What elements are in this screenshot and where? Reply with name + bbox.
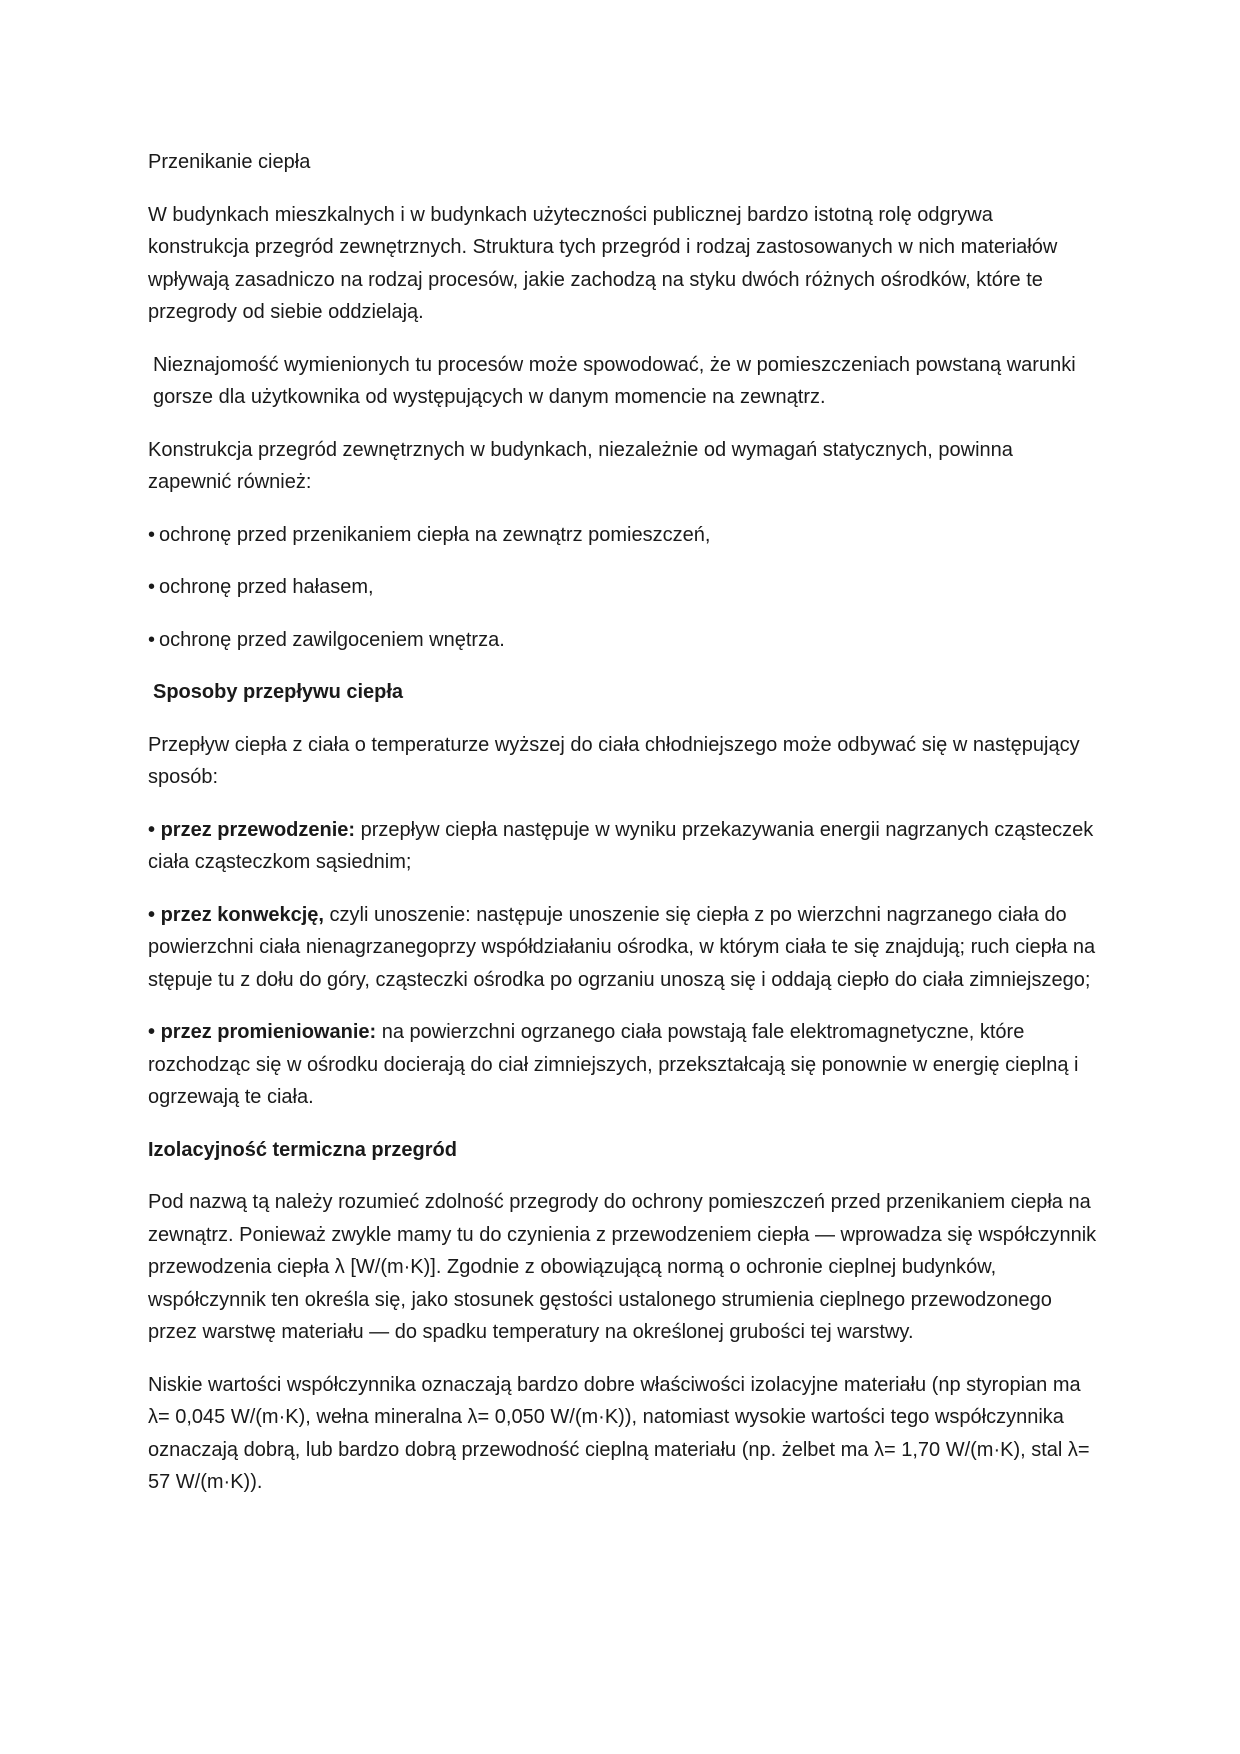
list-item — [148, 519, 1098, 552]
bullet-icon: • — [148, 818, 156, 841]
list-item-text: ochronę przed hałasem, — [159, 576, 374, 598]
bullet-icon: • — [148, 523, 156, 546]
paragraph-intro: W budynkach mieszkalnych i w budynkach użyteczności publicznej bardzo istotną rolę odgrywa konstrukcja przegród zewnętrznych. Struktura tych przegród i rodzaj zastosowanych w nich materiałów wpływają zasadniczo na rodzaj procesów, jakie zachodzą na styku dwóch różnych ośrodków, które te przegrody od siebie oddzielają. — [148, 203, 1058, 323]
paragraph-insulation-values: Niskie wartości współczynnika oznaczają bardzo dobre właściwości izolacyjne materiału (np styropian ma λ= 0,045 W/(m·K), wełna mineralna λ= 0,050 W/(m·K)), natomiast wysokie wartości tego współczynnika oznaczają dobrą, lub bardzo dobrą przewodność cieplną materiału (np. żelbet ma λ= 1,70 W/(m·K), stal λ= 57 W/(m·K)). — [148, 1373, 1090, 1493]
mode-term: przez promieniowanie: — [160, 1021, 377, 1043]
document-title: Przenikanie ciepła — [148, 151, 311, 173]
section-heading-heat-flow: Sposoby przepływu ciepła — [153, 681, 404, 703]
paragraph-requirements: Konstrukcja przegród zewnętrznych w budynkach, niezależnie od wymagań statycznych, powinna zapewnić również: — [148, 438, 1013, 493]
document-page — [148, 146, 1098, 1519]
list-item-text: ochronę przed przenikaniem ciepła na zewnątrz pomieszczeń, — [159, 523, 711, 546]
bullet-icon: • — [148, 1021, 156, 1043]
list-item — [148, 1016, 1098, 1114]
list-item-text: ochronę przed zawilgoceniem wnętrza. — [159, 628, 505, 651]
mode-description: na powierzchni ogrzanego ciała powstają fale elektromagnetyczne, które rozchodząc się w ośrodku docierają do ciał zimniejszych, przekształcają się ponownie w energię cieplną i ogrzewają te ciała. — [148, 1021, 1079, 1108]
mode-description: czyli unoszenie: następuje unoszenie się ciepła z po wierzchni nagrzanego ciała do powierzchni ciała nienagrzanegoprzy współdziałaniu ośrodka, w którym ciała te się znajdują; ruch ciepła na stępuje tu z dołu do góry, cząsteczki ośrodka po ogrzaniu unoszą się i oddają ciepło do ciała zimniejszego; — [148, 903, 1096, 991]
bullet-icon: • — [148, 576, 156, 598]
paragraph-warning: Nieznajomość wymienionych tu procesów może spowodować, że w pomieszczeniach powstaną warunki gorsze dla użytkownika od występujących w danym momencie na zewnątrz. — [153, 353, 1076, 408]
bullet-icon: • — [148, 628, 156, 651]
bullet-icon: • — [148, 903, 156, 926]
list-item — [148, 571, 1098, 604]
paragraph-heat-flow-intro: Przepływ ciepła z ciała o temperaturze wyższej do ciała chłodniejszego może odbywać się w następujący sposób: — [148, 733, 1080, 788]
mode-term: przez przewodzenie: — [160, 818, 356, 841]
list-item — [148, 814, 1098, 879]
list-item — [148, 624, 1098, 657]
paragraph-insulation-definition: Pod nazwą tą należy rozumieć zdolność przegrody do ochrony pomieszczeń przed przenikaniem ciepła na zewnątrz. Ponieważ zwykle mamy tu do czynienia z przewodzeniem ciepła — wprowadza się współczynnik przewodzenia ciepła λ [W/(m·K)]. Zgodnie z obowiązującą normą o ochronie cieplnej budynków, współczynnik ten określa się, jako stosunek gęstości ustalonego strumienia cieplnego przewodzonego przez warstwę materiału — do spadku temperatury na określonej grubości tej warstwy. — [148, 1191, 1097, 1343]
list-item — [148, 899, 1098, 997]
mode-description: przepływ ciepła następuje w wyniku przekazywania energii nagrzanych cząsteczek ciała cząsteczkom sąsiednim; — [148, 818, 1094, 873]
mode-term: przez konwekcję, — [160, 903, 324, 926]
section-heading-insulation: Izolacyjność termiczna przegród — [148, 1138, 457, 1161]
